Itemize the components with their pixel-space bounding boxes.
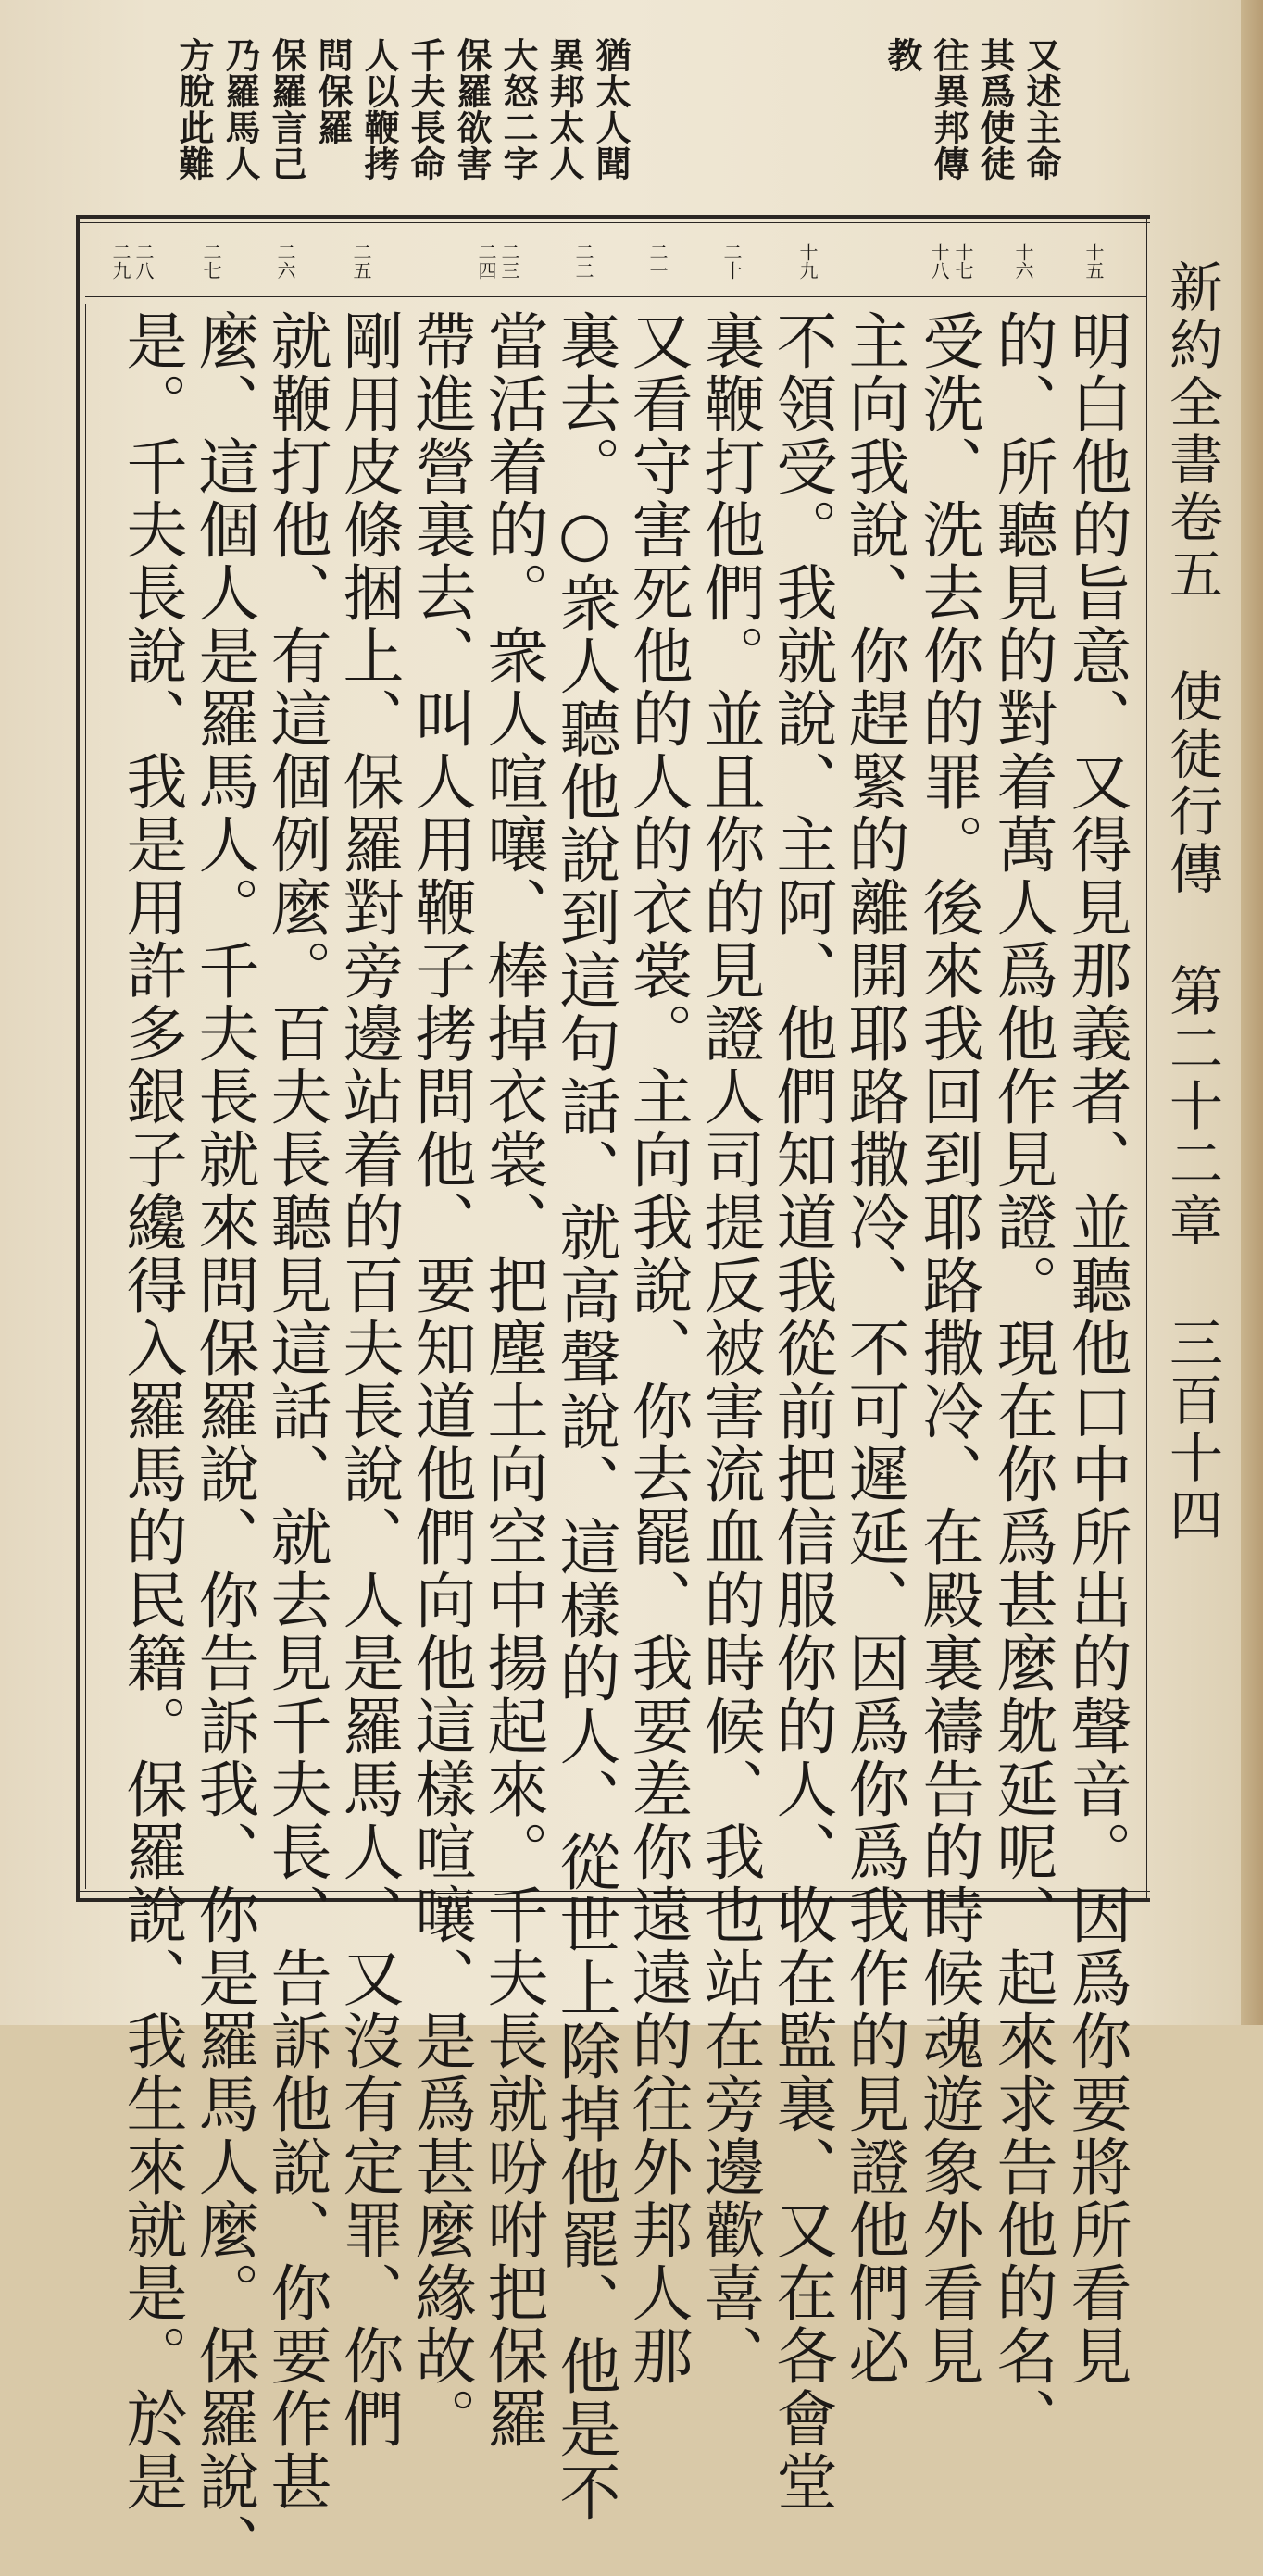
text-column: 主向我說、你趕緊的離開耶路撒冷、不可遲延、因爲你爲我作的見證他們必: [838, 309, 909, 2387]
text-column: 剛用皮條捆上、保羅對旁邊站着的百夫長說、人是羅馬人、又沒有定罪、你們: [332, 309, 404, 2450]
text-column: 受洗、洗去你的罪。後來我回到耶路撒冷、在殿裏禱告的時候魂遊象外看見: [912, 309, 983, 2387]
headnote-column: 人以鞭拷: [358, 37, 400, 181]
headnote-column: 其爲使徒: [974, 37, 1016, 181]
section-title: 使徒行傳: [1160, 669, 1223, 898]
page-edge: [1241, 0, 1263, 2025]
verse-number: 二四: [475, 243, 497, 280]
text-column: 裏鞭打他們。並且你的見證人司提反被害流血的時候、我也站在旁邊歡喜、: [694, 309, 765, 2387]
headnote-column: 猶太人聞: [590, 37, 632, 181]
page-number: 三百十四: [1160, 1315, 1223, 1544]
verse-number: 十七: [952, 243, 974, 280]
frame-left-thin-rule: [85, 304, 86, 1889]
headnote-column: 往異邦傳: [928, 37, 969, 181]
frame-top-rule: [76, 215, 1150, 219]
text-column: 當活着的。衆人喧嚷、棒掉衣裳、把塵土向空中揚起來。千夫長就吩咐把保羅: [477, 309, 548, 2450]
chapter-title: 第二十二章: [1160, 963, 1223, 1250]
frame-top-thin-rule: [76, 222, 1150, 223]
headnote-column: 千夫長命: [405, 37, 446, 181]
verse-number: 二三: [498, 243, 520, 280]
verse-number: 二九: [109, 243, 131, 280]
book-title: 新約全書卷五: [1160, 259, 1223, 604]
verse-number: 二八: [132, 243, 155, 280]
headnote-column: 乃羅馬人: [219, 37, 261, 181]
headnote-column: 大怒二字: [497, 37, 539, 181]
headnote-column: 方脫此難: [173, 37, 215, 181]
headnote-column: 又述主命: [1020, 37, 1062, 181]
text-column: 帶進營裏去、叫人用鞭子拷問他、要知道他們向他這樣喧嚷、是爲甚麼緣故。: [405, 309, 476, 2450]
text-column: 是。千夫長說、我是用許多銀子纔得入羅馬的民籍。保羅說、我生來就是。於是: [116, 309, 187, 2513]
verse-number: 十五: [1082, 243, 1105, 280]
running-title: [1160, 259, 1223, 1544]
verse-number: 十九: [796, 243, 819, 280]
headnote-column: 問保羅: [312, 37, 354, 145]
text-column: 裏去。○衆人聽他說到這句話、就高聲說、這樣的人、從世上除掉他罷、他是不: [549, 309, 620, 2523]
headnote-column: 異邦太人: [544, 37, 585, 181]
headnote-left: [173, 37, 632, 213]
text-column: 的、所聽見的對着萬人爲他作見證。現在你爲甚麼躭延呢、起來求告他的名、: [986, 309, 1057, 2450]
headnote-column: 教: [882, 37, 923, 73]
headnote-column: 保羅欲害: [451, 37, 493, 181]
verse-number: 二二: [572, 243, 594, 280]
verse-number: 二一: [646, 243, 669, 280]
headnote-right: [882, 37, 1062, 213]
verse-number: 二七: [200, 243, 222, 280]
frame-left-rule: [76, 215, 80, 1902]
text-column: 就鞭打他、有這個例麼。百夫長聽見這話、就去見千夫長、告訴他說、你要作甚: [260, 309, 331, 2513]
verse-number: 二十: [720, 243, 743, 280]
headnote-column: 保羅言己: [266, 37, 307, 181]
text-column: 不領受。我就說、主阿、他們知道我從前把信服你的人、收在監裏、又在各會堂: [766, 309, 837, 2513]
text-column: 又看守害死他的人的衣裳。主向我說、你去罷、我要差你遠遠的往外邦人那: [621, 309, 693, 2387]
verse-number: 二六: [274, 243, 296, 280]
frame-right-rule: [1146, 215, 1147, 1902]
verse-number-rule: [85, 296, 1146, 297]
verse-number: 十六: [1012, 243, 1034, 280]
verse-number: 二五: [350, 243, 372, 280]
text-column: 明白他的旨意、又得見那義者、並聽他口中所出的聲音。因爲你要將所看見: [1060, 309, 1132, 2387]
text-column: 麼、這個人是羅馬人。千夫長就來問保羅說、你告訴我、你是羅馬人麼。保羅說、: [188, 309, 259, 2576]
verse-number: 十八: [928, 243, 950, 280]
